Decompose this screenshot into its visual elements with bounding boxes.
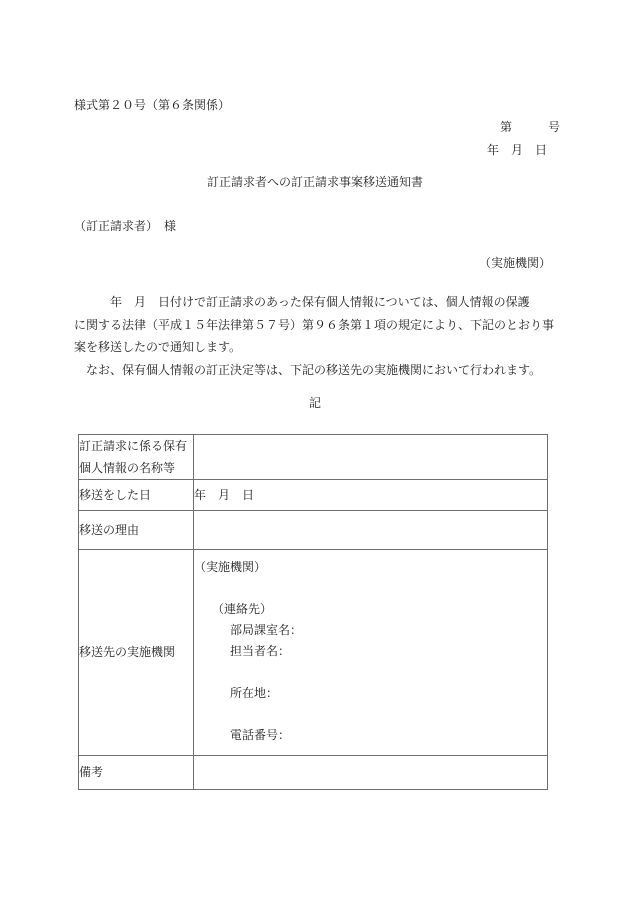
row-label: 移送をした日 [79,487,152,502]
row-label-cell [79,756,194,790]
form-number: 様式第２０号（第６条関係） [74,98,231,112]
row-value: （実施機関） [194,560,267,574]
row-value [194,704,547,725]
row-label-cell [79,511,194,550]
body-paragraph [74,291,556,382]
row-value [194,762,547,783]
row-value: 部局課室名： [194,623,303,637]
body-line: 案を移送したので通知します。 [74,340,242,355]
row-value: 年 月 日 [194,487,255,502]
agency-label: （実施機関） [478,256,551,270]
row-value-cell [194,435,548,480]
table-row [79,435,548,480]
row-label-cell [79,435,194,480]
table-row [79,480,548,511]
row-label: 備考 [79,765,104,779]
requester-label: （訂正請求者） 様 [74,219,177,233]
date-line: 年 月 日 [486,143,547,157]
row-label: 移送の理由 [79,522,140,537]
table-row [79,756,548,790]
table-row [79,550,548,756]
row-value-cell [194,550,548,756]
row-value: （連絡先） [194,602,273,616]
body-line: 年 月 日付けで訂正請求のあった保有個人情報については、個人情報の保護 [74,295,530,309]
row-value: 所在地： [194,686,279,700]
note-marker: 記 [308,396,321,410]
row-value-cell [194,756,548,790]
table-row [79,511,548,550]
row-value: 電話番号： [194,728,291,742]
row-label-cell [79,480,194,511]
row-label: 移送先の実施機関 [79,645,176,659]
row-value [194,578,547,599]
document-number: 第 号 [499,120,560,134]
body-line: なお、保有個人情報の訂正決定等は、下記の移送先の実施機関において行われます。 [74,363,542,378]
row-value-cell [194,511,548,550]
row-value [194,662,547,683]
row-label-cell [79,550,194,756]
body-line: に関する法律（平成１５年法律第５７号）第９６条第１項の規定により、下記のとおり事 [74,317,555,332]
row-value [194,520,547,541]
form-table [78,434,548,790]
row-value-cell [194,480,548,511]
row-label: 個人情報の名称等 [79,461,176,475]
row-value: 担当者名： [194,644,291,658]
document-title: 訂正請求者への訂正請求事案移送通知書 [206,175,423,189]
row-label: 訂正請求に係る保有 [79,439,188,453]
row-value [194,435,547,456]
